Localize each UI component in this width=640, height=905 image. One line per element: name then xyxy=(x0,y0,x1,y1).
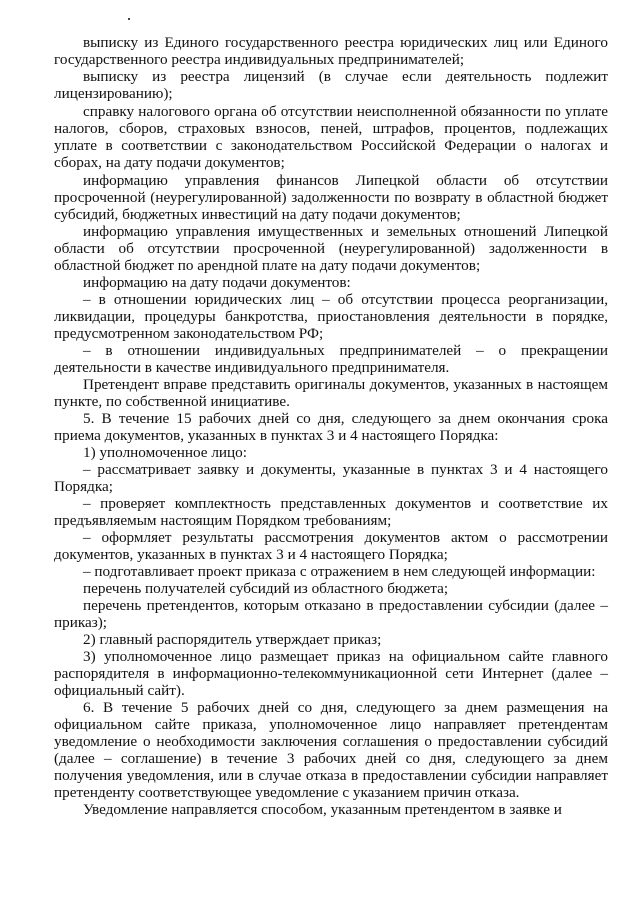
paragraph: 1) уполномоченное лицо: xyxy=(83,444,247,461)
paragraph: информацию управления имущественных и земельных отношений Липецкой области об отсутствии просроченной (неурегулированной) задолженности в областной бюджет по арендной плате на дату подачи документов; xyxy=(54,223,608,274)
paragraph: Уведомление направляется способом, указанным претендентом в заявке и xyxy=(83,801,562,818)
paragraph: – рассматривает заявку и документы, указанные в пунктах 3 и 4 настоящего Порядка; xyxy=(54,461,608,495)
paragraph: 3) уполномоченное лицо размещает приказ на официальном сайте главного распорядителя в информационно-телекоммуникационной сети Интернет (далее – официальный сайт). xyxy=(54,648,608,699)
paragraph: 2) главный распорядитель утверждает приказ; xyxy=(83,631,382,648)
paragraph: – в отношении индивидуальных предпринимателей – о прекращении деятельности в качестве индивидуального предпринимателя. xyxy=(54,342,608,376)
paragraph: – оформляет результаты рассмотрения документов актом о рассмотрении документов, указанных в пунктах 3 и 4 настоящего Порядка; xyxy=(54,529,608,563)
paragraph: выписку из реестра лицензий (в случае если деятельность подлежит лицензированию); xyxy=(54,68,608,102)
paragraph: 5. В течение 15 рабочих дней со дня, следующего за днем окончания срока приема документов, указанных в пунктах 3 и 4 настоящего Порядка: xyxy=(54,410,608,444)
paragraph: перечень получателей субсидий из областного бюджета; xyxy=(83,580,449,597)
paragraph: информацию управления финансов Липецкой области об отсутствии просроченной (неурегулированной) задолженности по возврату в областной бюджет субсидий, бюджетных инвестиций на дату подачи документов; xyxy=(54,172,608,223)
paragraph: – подготавливает проект приказа с отражением в нем следующей информации: xyxy=(83,563,596,580)
paragraph: справку налогового органа об отсутствии неисполненной обязанности по уплате налогов, сборов, страховых взносов, пеней, штрафов, процентов, подлежащих уплате в соответствии с законодательством Российской Федерации о налогах и сборах, на дату подачи документов; xyxy=(54,103,608,171)
paragraph: выписку из Единого государственного реестра юридических лиц или Единого государственного реестра индивидуальных предпринимателей; xyxy=(54,34,608,68)
paragraph: Претендент вправе представить оригиналы документов, указанных в настоящем пункте, по собственной инициативе. xyxy=(54,376,608,410)
paragraph: 6. В течение 5 рабочих дней со дня, следующего за днем размещения на официальном сайте приказа, уполномоченное лицо направляет претендентам уведомление о необходимости заключения соглашения о предоставлении субсидий (далее – соглашение) в течение 3 рабочих дней со дня, следующего за днем получения уведомления, или в случае отказа в предоставлении субсидии направляет претенденту соответствующее уведомление с указанием причин отказа. xyxy=(54,699,608,801)
scan-mark xyxy=(128,18,130,20)
paragraph: информацию на дату подачи документов: xyxy=(83,274,351,291)
paragraph: – в отношении юридических лиц – об отсутствии процесса реорганизации, ликвидации, процедуры банкротства, приостановления деятельности в порядке, предусмотренном законодательством РФ; xyxy=(54,291,608,342)
paragraph: – проверяет комплектность представленных документов и соответствие их предъявляемым настоящим Порядком требованиям; xyxy=(54,495,608,529)
paragraph: перечень претендентов, которым отказано в предоставлении субсидии (далее – приказ); xyxy=(54,597,608,631)
document-body xyxy=(54,34,608,818)
